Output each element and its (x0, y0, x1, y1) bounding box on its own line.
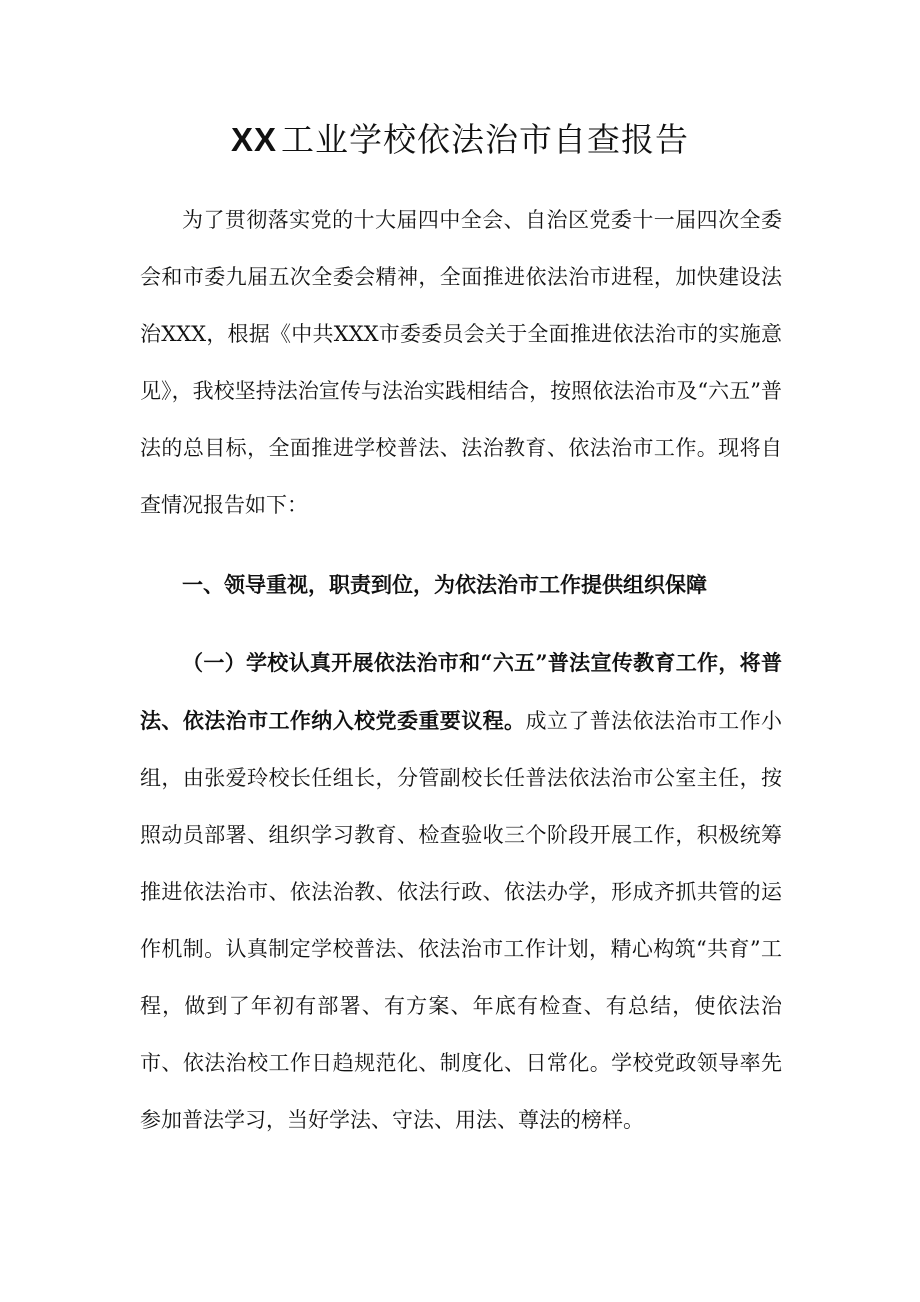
subsection-1-body: 成立了普法依法治市工作小组，由张爱玲校长任组长，分管副校长任普法依法治市公室主任，按照动员部署、组织学习教育、检查验收三个阶段开展工作，积极统筹推进依法治市、依法治教、依法行政、依法办学，形成齐抓共管的运作机制。认真制定学校普法、依法治市工作计划，精心构筑“共育”工程，做到了年初有部署、有方案、年底有检查、有总结，使依法治市、依法治校工作日趋规范化、制度化、日常化。学校党政领导率先参加普法学习，当好学法、守法、用法、尊法的榜样。 (140, 709, 783, 1132)
document-title (0, 116, 920, 164)
document-title-main: 工业学校依法治市自查报告 (281, 120, 690, 159)
section-1-heading: 一、领导重视，职责到位，为依法治市工作提供组织保障 (182, 572, 707, 597)
document-title-prefix: XX (230, 121, 278, 158)
intro-paragraph: 为了贯彻落实党的十大届四中全会、自治区党委十一届四次全委会和市委九届五次全委会精神，全面推进依法治市进程，加快建设法治XXX，根据《中共XXX市委委员会关于全面推进依法治市的实施意见》，我校坚持法治宣传与法治实践相结合，按照依法治市及“六五”普法的总目标，全面推进学校普法、法治教育、依法治市工作。现将自查情况报告如下： (140, 208, 782, 517)
subsection-1-paragraph (140, 634, 782, 1149)
subsection-1-lead: （一）学校认真开展依法治市和“六五”普法宣传教育工作，将普法、依法治市工作纳入校党委重要议程。 (140, 650, 782, 733)
